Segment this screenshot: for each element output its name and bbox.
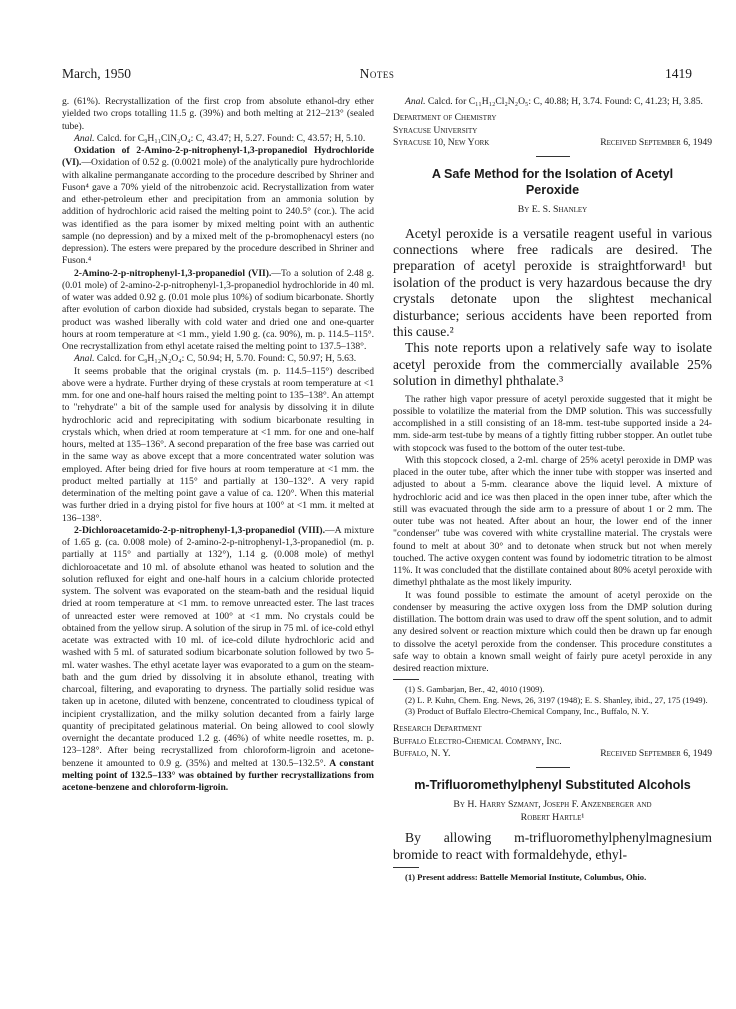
footnote-divider (393, 679, 419, 680)
paragraph-analysis-vii (62, 353, 374, 365)
header-section: Notes (359, 66, 395, 81)
address-received-row (393, 748, 712, 760)
footnote-divider (393, 867, 419, 868)
received-date: Received September 6, 1949 (600, 136, 712, 148)
article-title-continued: Peroxide (525, 183, 580, 198)
paragraph-intro: By allowing m-trifluoromethylphenylmagnesium bromide to react with formaldehyde, ethyl- (393, 830, 712, 862)
footnote: (3) Product of Buffalo Electro-Chemical Company, Inc., Buffalo, N. Y. (405, 706, 649, 717)
footnote: (1) Present address: Battelle Memorial Institute, Columbus, Ohio. (405, 872, 647, 883)
author-byline-line: By H. Harry Szmant, Joseph F. Anzenberger and (453, 799, 652, 811)
section-heading-free-base: 2-Amino-2-p-nitrophenyl-1,3-propanediol (VII). (74, 267, 272, 279)
article-title: A Safe Method for the Isolation of Acetyl (431, 167, 674, 182)
paragraph-scope: This note reports upon a relatively safe way to isolate acetyl peroxide from the commercially available 25% solution in dimethyl phthalate.³ (393, 340, 712, 389)
address-line: Department of Chemistry (393, 112, 497, 124)
divider (536, 156, 570, 157)
body-columns (62, 96, 712, 1009)
paragraph-dichloroacetamido-text: —A mixture of 1.65 g. (ca. 0.008 mole) of 2-amino-2-p-nitrophenyl-1,3-propanediol (m. p. partially at 115° and partially at 132°), 1.14 g. (0.008 mole) of methyl dichloroacetate and 10 ml. of absolute ethanol was heated to solution and the solution refluxed for eight and one-half hours in a calcium chloride protected system. The solvent was evaporated on the steam-bath and the residual liquid dried at room temperature at <1 mm. to remove unreacted ester. The last traces of unreacted ester were removed at 100° at <1 mm. No crystals could be obtained from the yellow sirup. A solution of the sirup in 75 ml. of ice-cold ethyl acetate was extracted with 10 ml. of ice-cold dilute hydrochloric acid and washed with 5 ml. of saturated sodium bicarbonate solution followed by two 5-ml. water washes. The ethyl acetate layer was evaporated to a gum on the steam-bath and the gum dried by dissolving it in absolute ethanol, treating with charcoal, filtering, and evaporating to dryness. The partially solid residue was taken up in acetone, diluted with benzene, concentrated to cloudiness typical of incipient crystallization, and the milky solution decanted from a fairly large quantity of precipitated gelatinous material. On being allowed to cool slowly overnight the decantate produced 1.2 g. (46%) of white needle rosettes, m. p. 123–128°. After being recrystallized from chloroform-ligroin and acetone-benzene it amounted to 0.9 g. (35%) and melted at 130.5–132.5°. (62, 524, 375, 769)
header-page-number: 1419 (665, 66, 692, 81)
address-received-row (393, 137, 712, 149)
anal-label: Anal. (405, 96, 426, 107)
address-line: Syracuse University (393, 124, 478, 136)
paragraph-free-base-text: —To a solution of 2.48 g. (0.01 mole) of 2-amino-2-p-nitrophenyl-1,3-propanediol hydrochloride in 40 ml. of water was added 0.92 g. (0.01 mole plus 10%) of sodium bicarbonate. Shortly after evolution of carbon dioxide had subsided, crystals began to separate. The product was washed liberally with cold water and dried one and one-quarter hours at room temperature at <1 mm., yield 1.90 g. (ca. 90%), m. p. 114.5–115°. One recrystallization from ethyl acetate raised the melting point to 137.5–138°. (62, 267, 374, 352)
paragraph-procedure: With this stopcock closed, a 2-ml. charge of 25% acetyl peroxide in DMP was placed in the outer tube, after which the inner tube with stopper was inserted and adjusted to about a 5-mm. clearance above the liquid level. A mixture of hydrochloric acid and ice was then placed in the open inner tube, after which the still was evacuated through the side arm to a pressure of about 1 or 2 mm. The outer tube was not heated. After about an hour, the lower end of the inner "condenser" tube was covered with white crystalline material. The crystals were found to melt at about 30° and to detonate when struck but not when merely touched. The active oxygen content was found by iodometric titration to be almost 11%. It was concluded that the distillate contained about 80% acetyl peroxide with dimethyl phthalate as the most likely impurity. (393, 454, 712, 589)
paragraph-analysis-vi (62, 133, 374, 145)
paragraph-oxidation (62, 145, 374, 268)
address-line: Buffalo, N. Y. (393, 748, 451, 760)
address-line: Research Department (393, 723, 482, 735)
section-heading-oxidation: Oxidation of 2-Amino-2-p-nitrophenyl-1,3-propanediol Hydrochloride (VI). (62, 145, 374, 169)
address-line: Syracuse 10, New York (393, 136, 490, 148)
address-line: Buffalo Electro-Chemical Company, Inc. (393, 735, 562, 747)
right-column (393, 96, 712, 883)
anal-text: Calcd. for C₁₁H₁₂Cl₂N₂O₅: C, 40.88; H, 3.74. Found: C, 41.23; H, 3.85. (425, 96, 703, 107)
left-column (62, 96, 374, 794)
header-date: March, 1950 (62, 66, 131, 81)
anal-text: Calcd. for C₉H₁₁ClN₂O₄: C, 43.47; H, 5.27. Found: C, 43.57; H, 5.10. (94, 132, 366, 144)
anal-text: Calcd. for C₉H₁₂N₂O₄: C, 50.94; H, 5.70. Found: C, 50.97; H, 5.63. (94, 353, 357, 365)
received-date: Received September 6, 1949 (600, 748, 712, 760)
paragraph-dichloroacetamido (62, 525, 374, 795)
footnote: (1) S. Gambarjan, Ber., 42, 4010 (1909). (405, 684, 545, 695)
page-header (62, 66, 692, 82)
section-heading-dichloroacetamido: 2-Dichloroacetamido-2-p-nitrophenyl-1,3-propanediol (VIII). (74, 524, 326, 536)
paragraph-oxidation-text: —Oxidation of 0.52 g. (0.0021 mole) of the analytically pure hydrochloride with alkaline permanganate according to the procedure described by Shriner and Fuson⁴ gave a 70% yield of the nitrobenzoic acid. Recrystallization from water and ether-petroleum ether and precipitation from an ammonia solution by addition of hydrochloric acid raised the melting point to 240.5° (cor.). The acid was identified as the para isomer by mixed melting point with an authentic sample (no depression) and by a mixed melt of the p-bromophenacyl esters (no depression). The esters were prepared by the procedure described in Shriner and Fuson.⁴ (62, 157, 374, 267)
author-byline (393, 799, 712, 824)
paragraph-recrystallization: g. (61%). Recrystallization of the first crop from absolute ethanol-dry ether yielded two crops totalling 11.5 g. (39%) and both melting at 212–213° (sealed tube). (62, 96, 374, 132)
paragraph-intro: Acetyl peroxide is a versatile reagent useful in various connections where free radicals are desired. The preparation of acetyl peroxide is straightforward¹ but isolation of the product is very hazardous because the dry crystals detonate upon the slightest mechanical disturbance; serious accidents have been reported from this cause.² (393, 225, 712, 340)
paragraph-dichloroacetamido-tail: A constant melting point of 132.5–133° was obtained by further recrystallizations from acetone-benzene and chloroform-ligroin. (62, 757, 374, 793)
anal-label: Anal. (74, 353, 95, 365)
article-title: m-Trifluoromethylphenyl Substituted Alcohols (414, 778, 691, 793)
anal-label: Anal. (74, 132, 95, 144)
footnote: (2) L. P. Kuhn, Chem. Eng. News, 26, 3197 (1948); E. S. Shanley, ibid., 27, 175 (1949). (405, 695, 708, 706)
paragraph-estimation: It was found possible to estimate the amount of acetyl peroxide on the condenser by measuring the active oxygen loss from the DMP solution during distillation. The bottom drain was used to draw off the spent solution, and to admit any desired solvent or reaction mixture which could then be drawn up far enough to dissolve the acetyl peroxide from the condenser. This procedure constitutes a safe way to obtain a known small weight of fairly pure acetyl peroxide in any desired reaction mixture. (393, 589, 712, 675)
paragraph-free-base (62, 268, 374, 354)
author-byline-line: Robert Hartle¹ (520, 811, 585, 823)
author-byline: By E. S. Shanley (517, 204, 588, 216)
paragraph-apparatus: The rather high vapor pressure of acetyl peroxide suggested that it might be possible to volatilize the material from the DMP solution. This was successfully accomplished in a still consisting of an 18-mm. test-tube supported inside a 24-mm. side-arm test-tube by means of a tightly fitting rubber stopper. An outlet tube with stopcock was fused to the bottom of the outer test-tube. (393, 393, 712, 454)
divider (536, 767, 570, 768)
paragraph-analysis-viii (393, 96, 712, 108)
paragraph-hydrate: It seems probable that the original crystals (m. p. 114.5–115°) described above were a hydrate. Further drying of these crystals at room temperature at <1 mm. for one and one-half hours raised the melting point to 135–138°. An attempt to "rehydrate" a bit of the sample used for analysis by dissolving it in dilute hydrochloric acid and reprecipitating with sodium bicarbonate resulting in crystals which, when dried at room temperature at <1 mm. for one and one-half hours, melted at 135–136°. A second preparation of the free base was carried out in the same way as above except that a more concentrated water solution was employed. After being dried for five hours at room temperature at <1 mm. the product melted partially at 115° and partially at 130–132°. A very rapid determination of the melting point gave a value of ca. 120°. When this material was further dried in a drying pistol for five hours at 100° at <1 mm. it melted at 136–138°. (62, 365, 374, 524)
